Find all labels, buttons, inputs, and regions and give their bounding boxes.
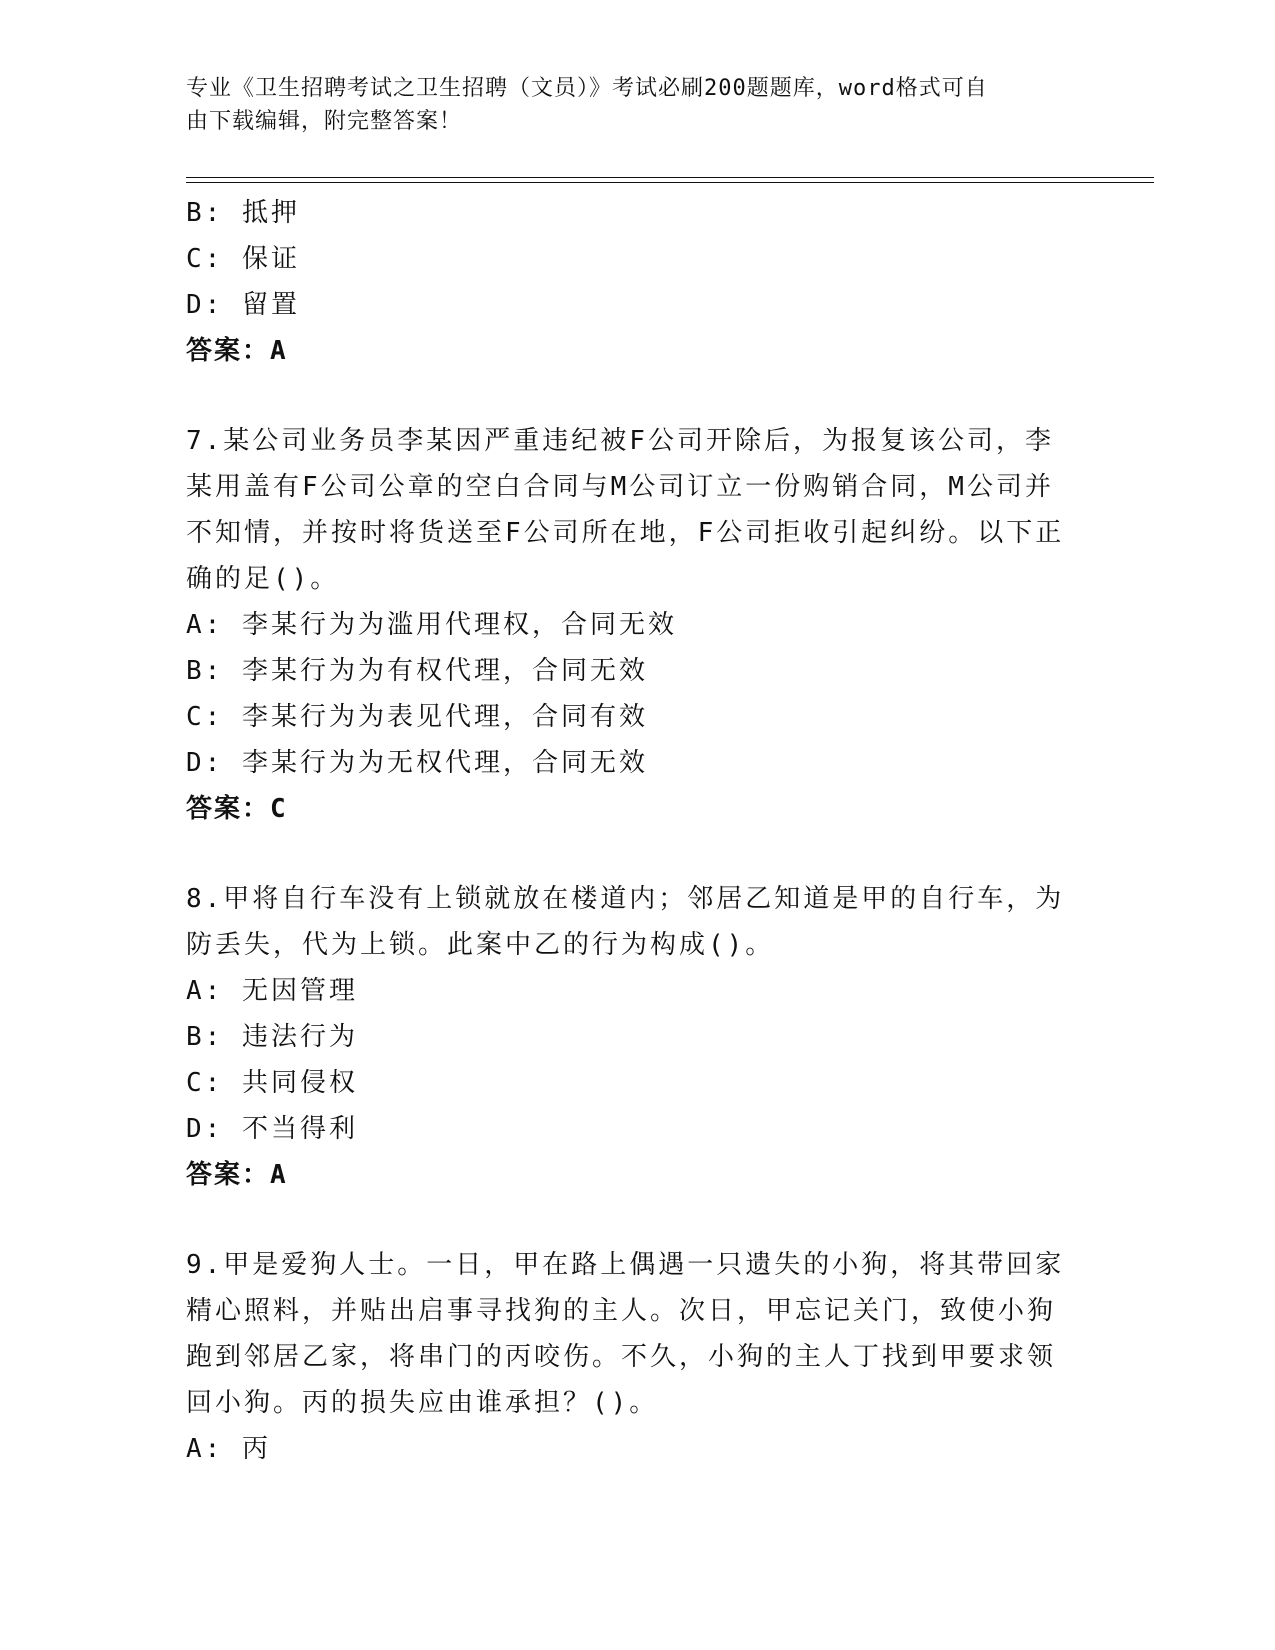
document-header bbox=[186, 72, 1066, 138]
option-b: B: 抵押 bbox=[186, 198, 300, 228]
option-d: D: 留置 bbox=[186, 290, 300, 320]
option-b: B: 违法行为 bbox=[186, 1022, 358, 1052]
question-text-line: 跑到邻居乙家，将串门的丙咬伤。不久，小狗的主人丁找到甲要求领 bbox=[186, 1342, 1057, 1372]
option-d: D: 李某行为为无权代理，合同无效 bbox=[186, 748, 648, 778]
header-line-2: 由下载编辑，附完整答案！ bbox=[186, 109, 463, 134]
header-divider-top bbox=[186, 177, 1154, 178]
option-b: B: 李某行为为有权代理，合同无效 bbox=[186, 656, 648, 686]
answer: 答案：A bbox=[186, 336, 288, 366]
option-c: C: 李某行为为表见代理，合同有效 bbox=[186, 702, 648, 732]
question-text-line: 7.某公司业务员李某因严重违纪被F公司开除后，为报复该公司，李 bbox=[186, 426, 1054, 456]
answer: 答案：C bbox=[186, 794, 288, 824]
question-6-tail bbox=[186, 190, 1086, 374]
question-text-line: 9.甲是爱狗人士。一日，甲在路上偶遇一只遗失的小狗，将其带回家 bbox=[186, 1250, 1065, 1280]
question-8 bbox=[186, 876, 1086, 1198]
question-text-line: 确的足()。 bbox=[186, 564, 340, 594]
question-text-line: 精心照料，并贴出启事寻找狗的主人。次日，甲忘记关门，致使小狗 bbox=[186, 1296, 1057, 1326]
question-text-line: 不知情，并按时将货送至F公司所在地，F公司拒收引起纠纷。以下正 bbox=[186, 518, 1065, 548]
option-c: C: 保证 bbox=[186, 244, 300, 274]
header-line-1: 专业《卫生招聘考试之卫生招聘（文员）》考试必刷200题题库，word格式可自 bbox=[186, 76, 988, 101]
option-a: A: 无因管理 bbox=[186, 976, 358, 1006]
question-text-line: 回小狗。丙的损失应由谁承担？()。 bbox=[186, 1388, 659, 1418]
question-text-line: 防丢失，代为上锁。此案中乙的行为构成()。 bbox=[186, 930, 775, 960]
question-7 bbox=[186, 418, 1086, 832]
answer: 答案：A bbox=[186, 1160, 288, 1190]
option-a: A: 李某行为为滥用代理权，合同无效 bbox=[186, 610, 677, 640]
question-text-line: 8.甲将自行车没有上锁就放在楼道内；邻居乙知道是甲的自行车，为 bbox=[186, 884, 1065, 914]
question-list bbox=[186, 190, 1086, 1472]
question-9 bbox=[186, 1242, 1086, 1472]
option-a: A: 丙 bbox=[186, 1434, 271, 1464]
option-c: C: 共同侵权 bbox=[186, 1068, 358, 1098]
question-text-line: 某用盖有F公司公章的空白合同与M公司订立一份购销合同，M公司并 bbox=[186, 472, 1054, 502]
option-d: D: 不当得利 bbox=[186, 1114, 358, 1144]
header-divider-bottom bbox=[186, 182, 1154, 183]
